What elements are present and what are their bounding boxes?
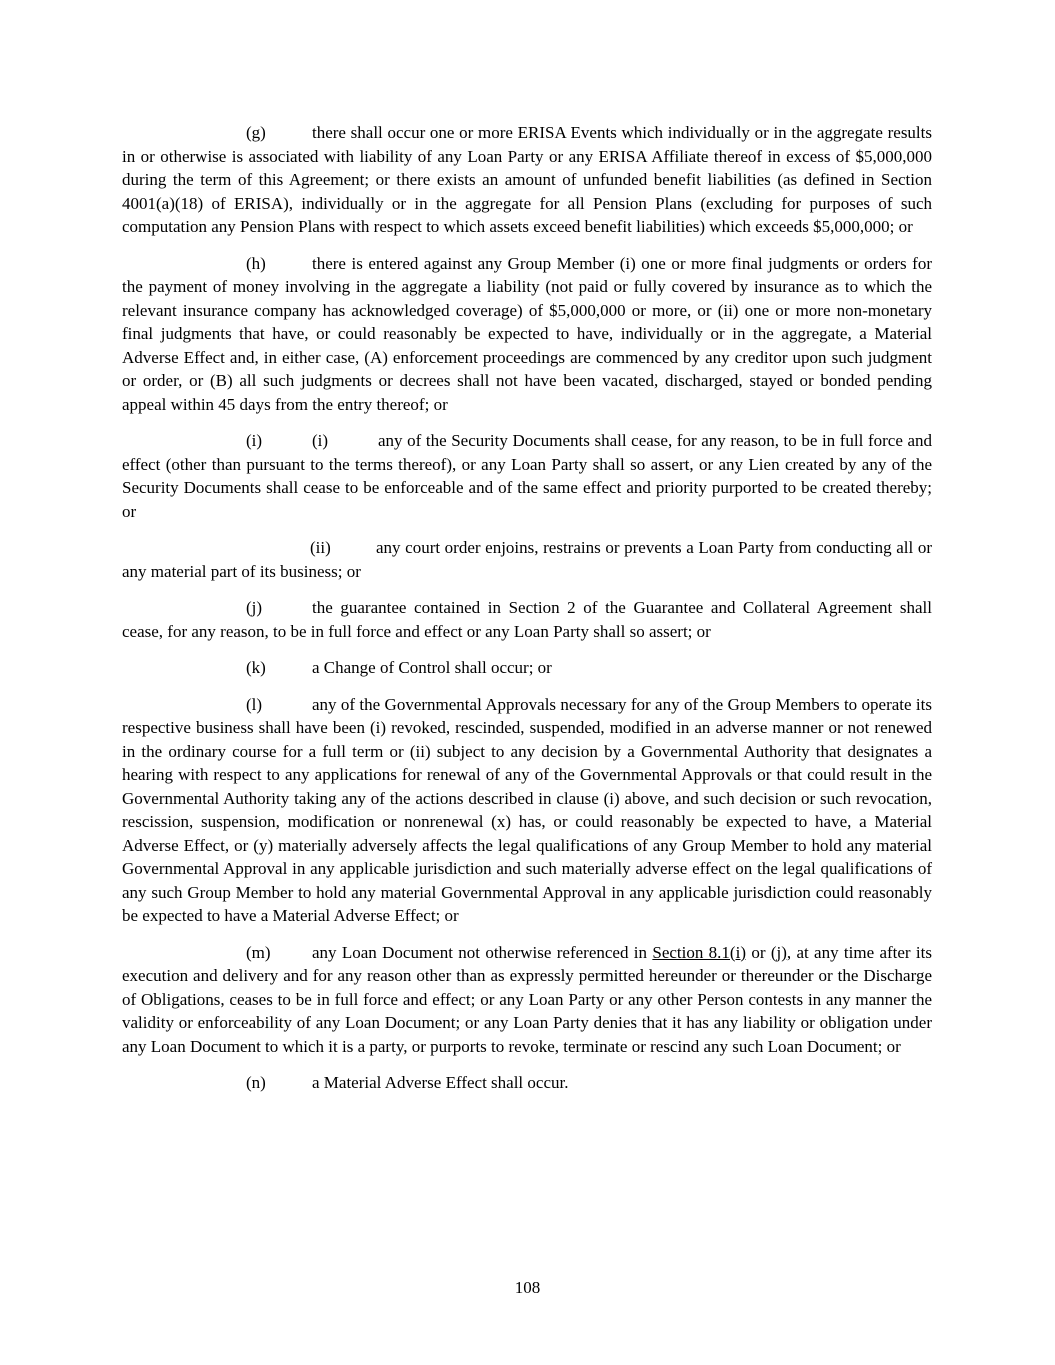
paragraph-text: or <box>745 942 771 962</box>
document-body <box>122 121 932 1108</box>
paragraph-i-i <box>122 429 932 523</box>
paragraph-l <box>122 693 932 928</box>
paragraph-text: any court order enjoins, restrains or prevents a Loan Party from conducting all or any material part of its business; or <box>122 538 932 581</box>
paragraph-i-ii <box>122 536 932 583</box>
paragraph-h <box>122 252 932 417</box>
paragraph-text: any of the Governmental Approvals necessary for any of the Group Members to operate its respective business shall have been (i) revoked, rescinded, suspended, modified in an adverse manner or not renewed in the ordinary course for a full term or (ii) subject to any decision by a Governmental Authority that designates a hearing with respect to any applications for renewal of any of the Governmental Approvals or that could result in the Governmental Authority taking any of the actions described in clause (i) above, and such decision or such revocation, rescission, suspension, modification or nonrenewal (x) has, or could reasonably be expected to have, a Material Adverse Effect, or (y) materially adversely affects the legal qualifications of any Group Member to hold any material Governmental Approval in any applicable jurisdiction and such materially adverse effect on the legal qualifications of any such Group Member to hold any material Governmental Approval in any applicable jurisdiction could reasonably be expected to have a Material Adverse Effect; or <box>122 694 932 925</box>
section-reference: Section 8.1(i) <box>652 942 746 962</box>
page-number: 108 <box>514 1278 541 1297</box>
clause-label: (ii) <box>310 538 331 557</box>
paragraph-text: a Change of Control shall occur; or <box>312 658 552 677</box>
clause-label: (k) <box>246 658 266 677</box>
clause-label: (j) <box>246 598 263 617</box>
paragraph-n <box>122 1071 932 1095</box>
paragraph-k <box>122 656 932 680</box>
clause-label: (m) <box>246 942 271 962</box>
paragraph-j <box>122 596 932 643</box>
clause-label: (l) <box>246 694 263 714</box>
clause-label: (i) <box>246 431 263 450</box>
clause-label: (n) <box>246 1073 266 1092</box>
clause-label: (g) <box>246 123 266 142</box>
paragraph-text: a Material Adverse Effect shall occur. <box>312 1073 569 1092</box>
paragraph-text: any Loan Document not otherwise referenced in <box>312 942 653 962</box>
paragraph-g <box>122 121 932 239</box>
clause-label: (i) <box>312 431 329 450</box>
paragraph-text: , at any time after its execution and delivery and for any reason other than as expressly permitted hereunder or thereunder or the Discharge of Obligations, ceases to be in full force and effect; or any Loan Party or any other Person contests in any manner the validity or enforceability of any Loan Document; or any Loan Party denies that it has any liability or obligation under any Loan Document to which it is a party, or purports to revoke, terminate or rescind any such Loan Document; or <box>122 942 932 1056</box>
paragraph-text: the guarantee contained in Section 2 of the Guarantee and Collateral Agreement shall cease, for any reason, to be in full force and effect or any Loan Party shall so assert; or <box>122 598 932 641</box>
paragraph-text: there is entered against any Group Member (i) one or more final judgments or orders for the payment of money involving in the aggregate a liability (not paid or fully covered by insurance as to which the relevant insurance company has acknowledged coverage) of $5,000,000 or more, or (ii) one or more non-monetary final judgments that have, or could reasonably be expected to have, individually or in the aggregate, a Material Adverse Effect and, in either case, (A) enforcement proceedings are commenced by any creditor upon such judgment or order, or (B) all such judgments or decrees shall not have been vacated, discharged, stayed or bonded pending appeal within 45 days from the entry thereof; or <box>122 253 932 414</box>
clause-label: (h) <box>246 253 266 273</box>
paragraph-text: any of the Security Documents shall cease, for any reason, to be in full force and effect (other than pursuant to the terms thereof), or any Loan Party shall so assert, or any Lien created by any of the Security Documents shall cease to be enforceable and of the same effect and priority purported to be created thereby; or <box>122 431 932 521</box>
paragraph-text: there shall occur one or more ERISA Events which individually or in the aggregate results in or otherwise is associated with liability of any Loan Party or any ERISA Affiliate thereof in excess of $5,000,000 during the term of this Agreement; or there exists an amount of unfunded benefit liabilities (as defined in Section 4001(a)(18) of ERISA), individually or in the aggregate for all Pension Plans (excluding for purposes of such computation any Pension Plans with respect to which assets exceed benefit liabilities) which exceeds $5,000,000; or <box>122 123 932 236</box>
section-reference: (j) <box>770 942 787 962</box>
paragraph-m <box>122 941 932 1059</box>
